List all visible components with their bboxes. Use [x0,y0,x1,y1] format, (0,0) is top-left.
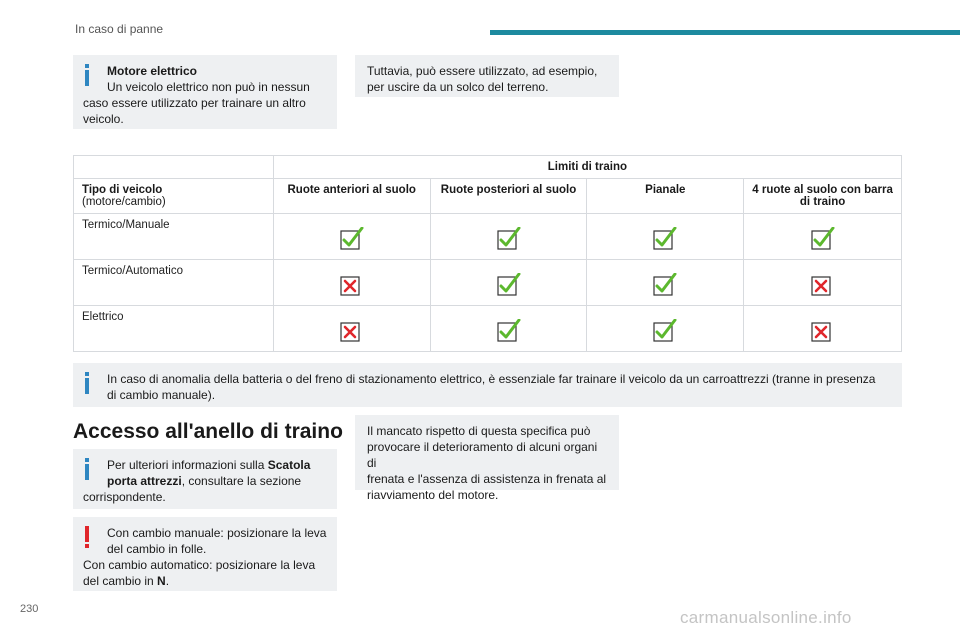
cross-icon [340,273,364,297]
towing-limits-table [73,155,902,352]
mark-cell [273,306,430,352]
row-header-title: Tipo di veicolo [82,184,163,196]
table-row [74,306,902,352]
cross-icon [811,273,835,297]
note-gear-line4: del cambio in N. [83,574,170,588]
check-icon [653,319,677,343]
page-number: 230 [20,603,39,615]
note-toolbox-line1: Per ulteriori informazioni sulla Scatola [107,458,311,472]
table-group-header: Limiti di traino [273,156,901,179]
row-label: Elettrico [74,306,274,352]
mark-cell [430,306,587,352]
header-accent-bar [490,30,960,35]
note-nonrespect-line2: provocare il deterioramento di alcuni organi di [367,440,598,470]
note-battery-line2: di cambio manuale). [107,388,216,402]
note-electric-line2: caso essere utilizzato per trainare un altro [83,96,306,110]
column-header: 4 ruote al suolo con barra di traino [744,179,902,214]
row-header-cell [74,179,274,214]
note-battery [73,363,902,407]
note-toolbox-line3: corrispondente. [83,490,166,504]
note-toolbox [73,449,337,509]
info-icon [85,458,89,480]
mark-cell [744,260,902,306]
column-header: Ruote posteriori al suolo [430,179,587,214]
info-icon [85,64,89,86]
check-icon [811,227,835,251]
row-label: Termico/Manuale [74,214,274,260]
section-title: Accesso all'anello di traino [73,420,343,443]
note-however [355,55,619,97]
mark-cell [587,306,744,352]
mark-cell [744,306,902,352]
table-row [74,214,902,260]
column-header: Pianale [587,179,744,214]
check-icon [340,227,364,251]
note-gear-line3: Con cambio automatico: posizionare la leva [83,558,316,572]
warning-icon [85,526,89,548]
note-toolbox-line2: porta attrezzi, consultare la sezione [107,474,302,488]
note-electric-title: Motore elettrico [107,64,198,78]
note-however-line1: Tuttavia, può essere utilizzato, ad esempio, [367,64,598,78]
note-battery-line1: In caso di anomalia della batteria o del freno di stazionamento elettrico, è essenziale far trainare il veicolo da un carroattrezzi (tranne in presenza [107,372,876,386]
check-icon [497,227,521,251]
mark-cell [744,214,902,260]
mark-cell [430,214,587,260]
mark-cell [273,214,430,260]
watermark: carmanualsonline.info [680,608,852,627]
mark-cell [430,260,587,306]
note-nonrespect-line3: frenata e l'assenza di assistenza in frenata al [367,472,607,486]
table-group-header-row [74,156,902,179]
note-gear-line2: del cambio in folle. [107,542,207,556]
note-nonrespect-line4: riavviamento del motore. [367,488,499,502]
check-icon [653,227,677,251]
note-gear [73,517,337,591]
check-icon [497,273,521,297]
note-however-line2: per uscire da un solco del terreno. [367,80,549,94]
note-electric-line3: veicolo. [83,112,124,126]
check-icon [653,273,677,297]
note-gear-line1: Con cambio manuale: posizionare la leva [107,526,327,540]
info-icon [85,372,89,394]
cross-icon [340,319,364,343]
column-header: Ruote anteriori al suolo [273,179,430,214]
note-nonrespect [355,415,619,502]
note-electric-motor [73,55,337,129]
mark-cell [273,260,430,306]
cross-icon [811,319,835,343]
table-column-header-row [74,179,902,214]
mark-cell [587,260,744,306]
note-nonrespect-line1: Il mancato rispetto di questa specifica può [367,424,591,438]
row-header-sub: (motore/cambio) [82,196,166,208]
note-electric-line1: Un veicolo elettrico non può in nessun [107,80,310,94]
table-row [74,260,902,306]
check-icon [497,319,521,343]
mark-cell [587,214,744,260]
row-label: Termico/Automatico [74,260,274,306]
header-title: In caso di panne [75,22,164,36]
